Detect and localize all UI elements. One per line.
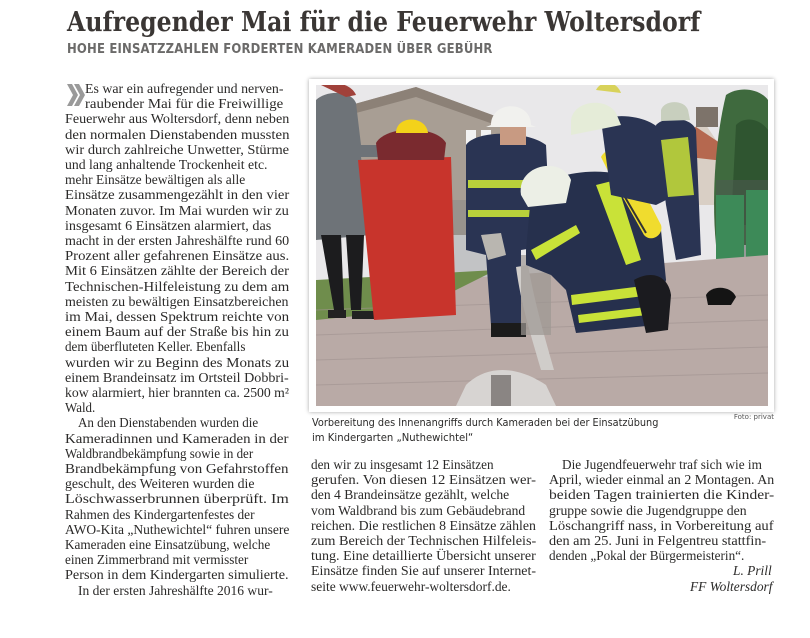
article-text-line: Mit 6 Einsätzen zählte der Bereich der — [65, 263, 289, 279]
article-text-line: macht in der ersten Jahreshälfte rund 60 — [65, 233, 290, 248]
article-subtitle: HOHE EINSATZZAHLEN FORDERTEN KAMERADEN ÜBER GEBÜHR — [67, 42, 493, 57]
article-text-line: einem Baum auf der Straße bis hin zu — [65, 324, 289, 340]
article-text-line: vom Waldbrand bis zum Gebäudebrand — [311, 502, 526, 518]
photo-caption-line: im Kindergarten „Nuthewichtel“ — [312, 431, 474, 444]
author-signature: L. Prill — [733, 563, 772, 579]
article-title: Aufregender Mai für die Feuerwehr Woltersdorf — [67, 7, 701, 38]
article-text-line: April, wieder einmal an 2 Montagen. An — [549, 472, 775, 488]
article-text-line: Die Jugendfeuerwehr traf sich wie im — [562, 457, 762, 472]
article-text-line: gerufen. Von diesen 12 Einsätzen wer- — [311, 472, 536, 488]
article-text-line: einem Brandeinsatz im Ortsteil Dobbri- — [65, 369, 289, 385]
article-text-line: seite www.feuerwehr-woltersdorf.de. — [311, 578, 511, 594]
double-chevron-right-icon — [66, 83, 86, 107]
article-text-line: Es war ein aufregender und nerven- — [85, 81, 284, 96]
article-text-line: dem überfluteten Keller. Ebenfalls — [65, 339, 246, 355]
photo-caption-line: Vorbereitung des Innenangriffs durch Kameraden bei der Einsatzübung — [312, 416, 659, 429]
article-text-line: Kameradinnen und Kameraden in der — [65, 430, 289, 446]
article-photo — [316, 85, 768, 406]
photo-credit: Foto: privat — [733, 413, 774, 421]
article-text-line: Kameraden eine Einsatzübung, welche — [65, 537, 271, 552]
article-text-line: kow alarmiert, hier brannten ca. 2500 m² — [65, 385, 289, 400]
article-text-line: Prozent aller gefahrenen Einsätze aus. — [65, 248, 290, 264]
article-text-line: einen Zimmerbrand mit vermisster — [65, 552, 249, 568]
article-text-line: raubender Mai für die Freiwillige — [85, 96, 284, 112]
photo-firefighters-exercise — [316, 85, 768, 406]
article-text-line: Wald. — [65, 400, 96, 416]
article-text-line: geschult, des Weiteren wurden die — [65, 476, 255, 492]
article-text-line: Einsätze finden Sie auf unserer Internet- — [311, 563, 537, 579]
article-text-line: Löschangriff nass, in Vorbereitung auf — [549, 517, 774, 533]
article-text-line: wir durch zahlreiche Unwetter, Stürme — [65, 141, 290, 157]
article-text-line: Feuerwehr aus Woltersdorf, denn neben — [65, 111, 290, 127]
article-text-line: Technischen-Hilfeleistung zu dem am — [65, 278, 290, 294]
article-text-line: Einsätze zusammengezählt in den vier — [65, 187, 290, 203]
article-text-line: denden „Pokal der Bürgermeisterin“. — [549, 548, 745, 564]
article-text-line: beiden Tagen trainierten die Kinder- — [549, 487, 775, 503]
article-text-line: Monaten zuvor. Im Mai wurden wir zu — [65, 202, 289, 218]
article-text-line: Löschwasserbrunnen überprüft. Im — [65, 491, 289, 507]
article-text-line: tung. Eine detaillierte Übersicht unserer — [311, 548, 536, 564]
article-text-line: reichen. Die restlichen 8 Einsätze zählen — [311, 517, 536, 533]
article-text-line: den am 25. Juni in Felgentreu stattfin- — [549, 533, 767, 548]
article-text-line: gruppe sowie die Jugendgruppe den — [549, 502, 747, 518]
article-text-line: An den Dienstabenden wurden die — [78, 415, 259, 431]
article-text-line: im Mai, dessen Spektrum reichte von — [65, 309, 290, 324]
article-text-line: Waldbrandbekämpfung sowie in der — [65, 445, 254, 461]
article-text-line: den wir zu insgesamt 12 Einsätzen — [311, 457, 494, 472]
article-text-line: mehr Einsätze bewältigen als alle — [65, 172, 246, 188]
article-text-line: In der ersten Jahreshälfte 2016 wur- — [78, 582, 273, 598]
article-text-line: und lang anhaltende Trockenheit etc. — [65, 157, 268, 172]
article-text-line: Brandbekämpfung von Gefahrstoffen — [65, 461, 289, 476]
article-text-line: den 4 Brandeinsätze gezählt, welche — [311, 487, 510, 503]
article-text-line: zum Bereich der Technischen Hilfeleis- — [311, 533, 537, 548]
author-signature: FF Woltersdorf — [690, 578, 773, 594]
article-text-line: wurden wir zu Beginn des Monats zu — [65, 354, 290, 370]
article-text-line: meisten zu bewältigen Einsatzbereichen — [65, 293, 289, 309]
article-text-line: Rahmen des Kindergartenfestes der — [65, 506, 255, 522]
article-text-line: AWO-Kita „Nuthewichtel“ fuhren unsere — [65, 521, 290, 537]
article-text-line: insgesamt 6 Einsätzen alarmiert, das — [65, 217, 272, 233]
article-text-line: den normalen Dienstabenden mussten — [65, 126, 290, 142]
article-text-line: Person in dem Kindergarten simulierte. — [65, 567, 289, 583]
